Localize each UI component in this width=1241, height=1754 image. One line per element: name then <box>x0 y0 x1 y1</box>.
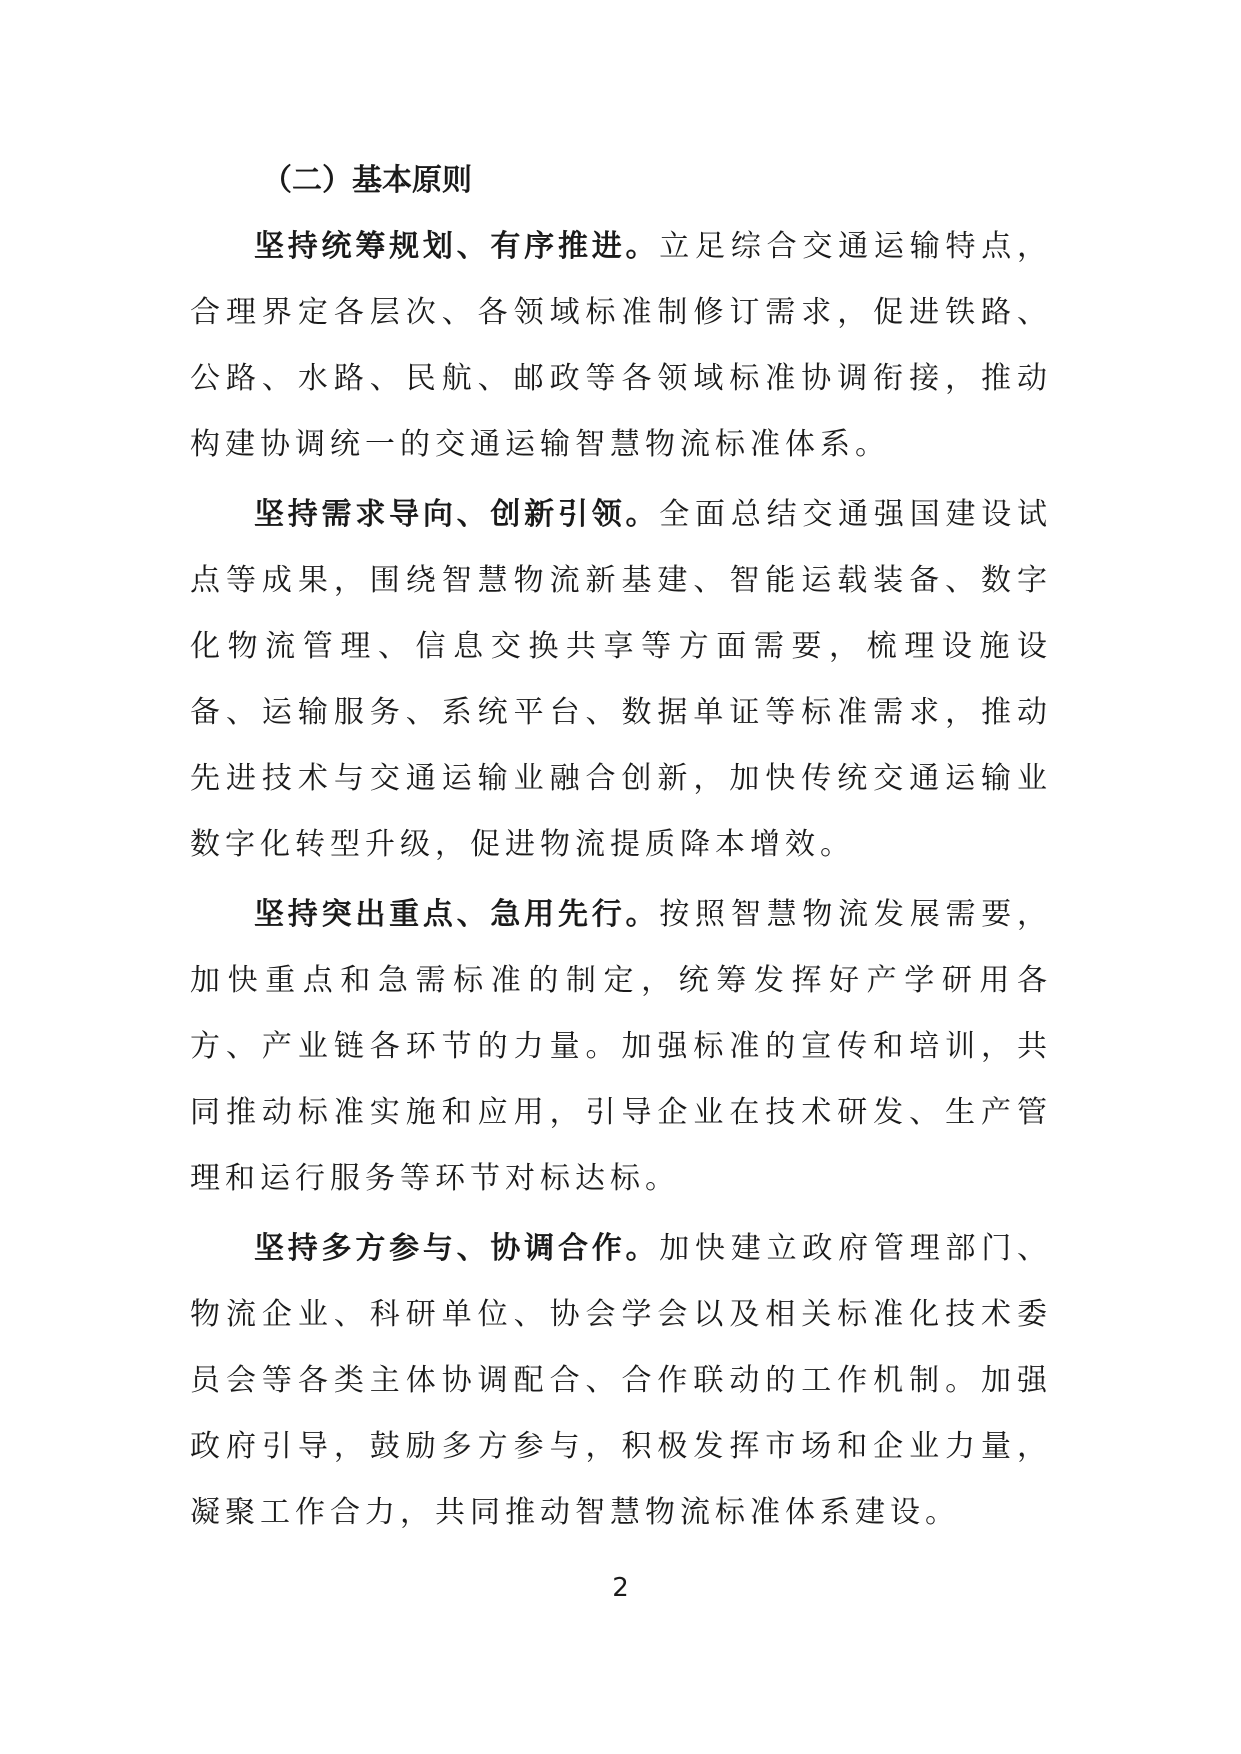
principle-paragraph-1 <box>190 214 1052 478</box>
principle-lead-4: 坚持多方参与、协调合作。 <box>254 1231 660 1266</box>
principle-body-4: 加快建立政府管理部门、物流企业、科研单位、协会学会以及相关标准化技术委员会等各类主体协调配合、合作联动的工作机制。加强政府引导，鼓励多方参与，积极发挥市场和企业力量，凝聚工作合力，共同推动智慧物流标准体系建设。 <box>190 1231 1053 1530</box>
principle-body-2: 全面总结交通强国建设试点等成果，围绕智慧物流新基建、智能运载装备、数字化物流管理、信息交换共享等方面需要，梳理设施设备、运输服务、系统平台、数据单证等标准需求，推动先进技术与交通运输业融合创新，加快传统交通运输业数字化转型升级，促进物流提质降本增效。 <box>190 497 1053 862</box>
principle-lead-1: 坚持统筹规划、有序推进。 <box>254 229 660 264</box>
section-heading: （二）基本原则 <box>262 163 472 198</box>
principle-lead-2: 坚持需求导向、创新引领。 <box>254 497 660 532</box>
principle-paragraph-3 <box>190 882 1052 1212</box>
page-number: 2 <box>612 1573 629 1603</box>
principle-body-1: 立足综合交通运输特点，合理界定各层次、各领域标准制修订需求，促进铁路、公路、水路、民航、邮政等各领域标准协调衔接，推动构建协调统一的交通运输智慧物流标准体系。 <box>190 229 1053 462</box>
principle-paragraph-4 <box>190 1216 1052 1546</box>
principle-lead-3: 坚持突出重点、急用先行。 <box>254 897 660 932</box>
principle-body-3: 按照智慧物流发展需要，加快重点和急需标准的制定，统筹发挥好产学研用各方、产业链各环节的力量。加强标准的宣传和培训，共同推动标准实施和应用，引导企业在技术研发、生产管理和运行服务等环节对标达标。 <box>190 897 1053 1196</box>
principle-paragraph-2 <box>190 482 1052 878</box>
page-content <box>190 148 1052 1550</box>
